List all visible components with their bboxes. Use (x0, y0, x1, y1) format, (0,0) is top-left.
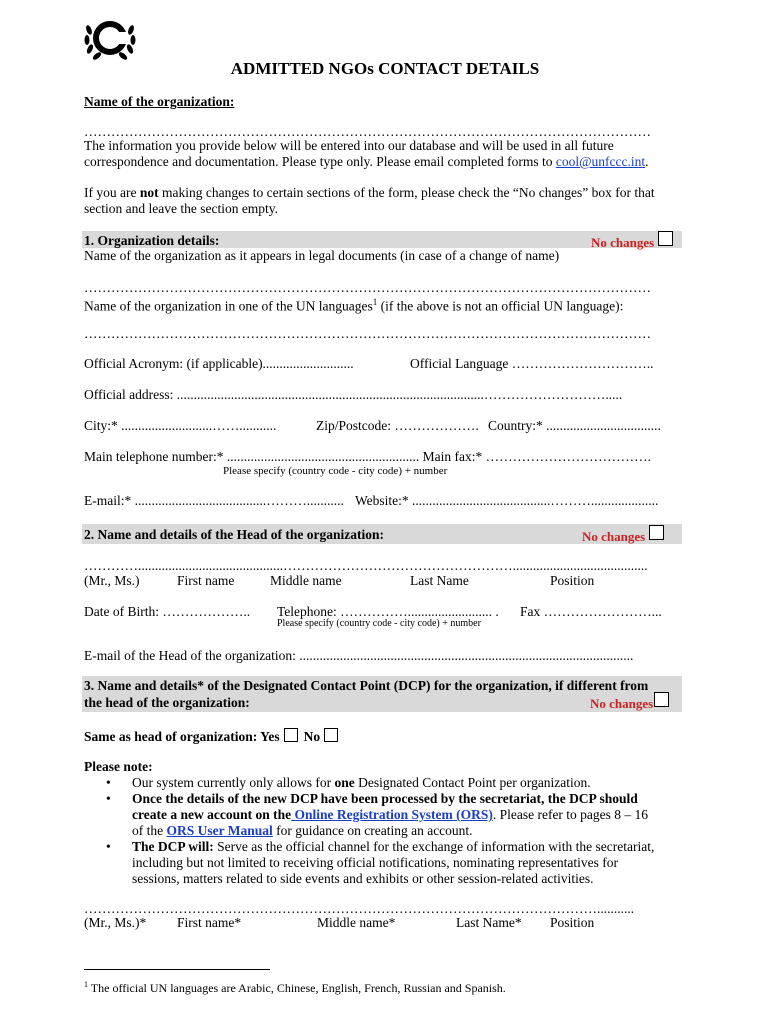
note2-line2-pre: create a new account on the (132, 807, 292, 822)
section1-no-changes (591, 231, 673, 251)
intro-end: . (645, 154, 649, 169)
no-changes-checkbox[interactable] (649, 525, 664, 540)
instr-pre: If you are (84, 185, 140, 200)
acronym-field[interactable]: Official Acronym: (if applicable)........................... (84, 356, 354, 371)
head-fax-field[interactable]: Fax ……………………... (520, 604, 662, 619)
intro-text: correspondence and documentation. Please type only. Please email completed forms to (84, 154, 556, 169)
footnote-divider (84, 969, 270, 970)
intro-line-2 (84, 154, 649, 170)
note3-line3: sessions, matters related to side events and exhibits or other session-related activities. (132, 871, 594, 886)
no-changes-checkbox[interactable] (654, 692, 669, 707)
head-tel-field[interactable]: Telephone: ……………......................... . (277, 604, 499, 619)
note-item (84, 775, 694, 791)
dcp-mr-label: (Mr., Ms.)* (84, 915, 147, 930)
country-field[interactable]: Country:* .................................. (488, 418, 661, 433)
phone-fax-field[interactable]: Main telephone number:* ......................................................... Main fax:* ………………………………. (84, 449, 651, 464)
head-email-field[interactable]: E-mail of the Head of the organization: ................................................................................................... (84, 648, 634, 663)
dcp-middle-label: Middle name* (317, 915, 396, 930)
phone-note: Please specify (country code - city code) + number (223, 465, 448, 477)
head-name-field[interactable]: …………...........................................……………………………………………........................................ (84, 558, 648, 573)
notes-list (84, 775, 694, 887)
address-field[interactable]: Official address: ...........................................................................................………………………..... (84, 387, 623, 402)
un-name-text: Name of the organization in one of the UN languages (84, 298, 373, 314)
same-as-label: Same as head of organization: Yes (84, 729, 280, 744)
head-mr-label: (Mr., Ms.) (84, 573, 140, 588)
un-name-field[interactable]: ……………………………………………………………………………………………………………… (84, 326, 651, 341)
footnote-text: The official UN languages are Arabic, Chinese, English, French, Russian and Spanish. (88, 981, 506, 995)
note1-post: Designated Contact Point per organization. (354, 775, 591, 790)
head-middle-label: Middle name (270, 573, 342, 588)
note3-bold: The DCP will: (132, 839, 214, 854)
note1-pre: Our system currently only allows for (132, 775, 335, 790)
head-position-label: Position (550, 573, 595, 588)
dcp-name-field[interactable]: ……………………………………………………………………………………………………........... (84, 901, 635, 916)
yes-checkbox[interactable] (284, 728, 298, 742)
section2-heading: 2. Name and details of the Head of the organization: (84, 527, 384, 542)
dcp-position-label: Position (550, 915, 595, 930)
section1-heading: 1. Organization details: (84, 233, 220, 248)
same-as-head (84, 728, 338, 745)
city-field[interactable]: City:* ...........................……........... (84, 418, 277, 433)
org-name-dots: ……………………………………………………………………………………………………………… (84, 124, 651, 139)
note2-line1: Once the details of the new DCP have been processed by the secretariat, the DCP should (132, 791, 638, 806)
instr-bold: not (139, 185, 159, 200)
footnote-number: 1 (84, 980, 88, 989)
unfccc-logo-icon (84, 16, 136, 64)
email-link[interactable]: cool@unfccc.int (555, 154, 646, 169)
no-changes-label: No changes (590, 696, 654, 711)
head-tel-note: Please specify (country code - city code) + number (277, 618, 481, 629)
zip-field[interactable]: Zip/Postcode: ………………. (316, 418, 479, 433)
ors-link[interactable]: Online Registration System (ORS) (291, 807, 493, 822)
no-changes-label: No changes (582, 529, 646, 544)
no-changes-label: No changes (591, 235, 655, 250)
section3-heading-1: 3. Name and details* of the Designated Contact Point (DCP) for the organization, if different from (84, 678, 649, 693)
instr-post: making changes to certain sections of the form, please check the “No changes” box for that (158, 185, 655, 200)
no-checkbox[interactable] (324, 728, 338, 742)
dcp-first-label: First name* (177, 915, 242, 930)
note-item (84, 791, 694, 839)
footnote-ref: 1 (372, 297, 378, 307)
un-name-label (84, 294, 623, 315)
section3-heading-2: the head of the organization: (84, 695, 250, 710)
note1-bold: one (334, 775, 355, 790)
please-note-label: Please note: (84, 759, 153, 774)
note2-line3-pre: of the (132, 823, 167, 838)
dcp-last-label: Last Name* (456, 915, 522, 930)
note3-line1: Serve as the official channel for the exchange of information with the secretariat, (213, 839, 655, 854)
language-field[interactable]: Official Language ………………………….. (410, 356, 654, 371)
page-title: ADMITTED NGOs CONTACT DETAILS (230, 59, 540, 78)
note2-line2-post: . Please refer to pages 8 – 16 (492, 807, 649, 822)
section3-no-changes (590, 692, 669, 712)
email-field[interactable]: E-mail:* .......................................………........... (84, 493, 344, 508)
website-field[interactable]: Website:* .........................................……….................... (355, 493, 659, 508)
note2-line3-post: for guidance on creating an account. (272, 823, 473, 838)
un-name-post: (if the above is not an official UN language): (377, 298, 624, 314)
footnote (84, 977, 506, 996)
note3-line2: including but not limited to receiving official notifications, nominating representatives for (132, 855, 619, 870)
head-first-label: First name (177, 573, 235, 588)
no-label: No (303, 729, 321, 744)
intro-line-1: The information you provide below will be entered into our database and will be used in all future (84, 138, 614, 153)
dob-field[interactable]: Date of Birth: ……………….. (84, 604, 251, 619)
org-name-label: Name of the organization: (84, 94, 235, 109)
instructions-line-2: section and leave the section empty. (84, 201, 279, 216)
section2-no-changes (582, 525, 664, 545)
instructions-line-1 (84, 185, 655, 201)
note-item (84, 839, 694, 887)
head-last-label: Last Name (410, 573, 469, 588)
no-changes-checkbox[interactable] (658, 231, 673, 246)
legal-name-label: Name of the organization as it appears in legal documents (in case of a change of name) (84, 248, 560, 263)
legal-name-field[interactable]: ……………………………………………………………………………………………………………… (84, 280, 651, 295)
ors-manual-link[interactable]: ORS User Manual (166, 823, 273, 838)
